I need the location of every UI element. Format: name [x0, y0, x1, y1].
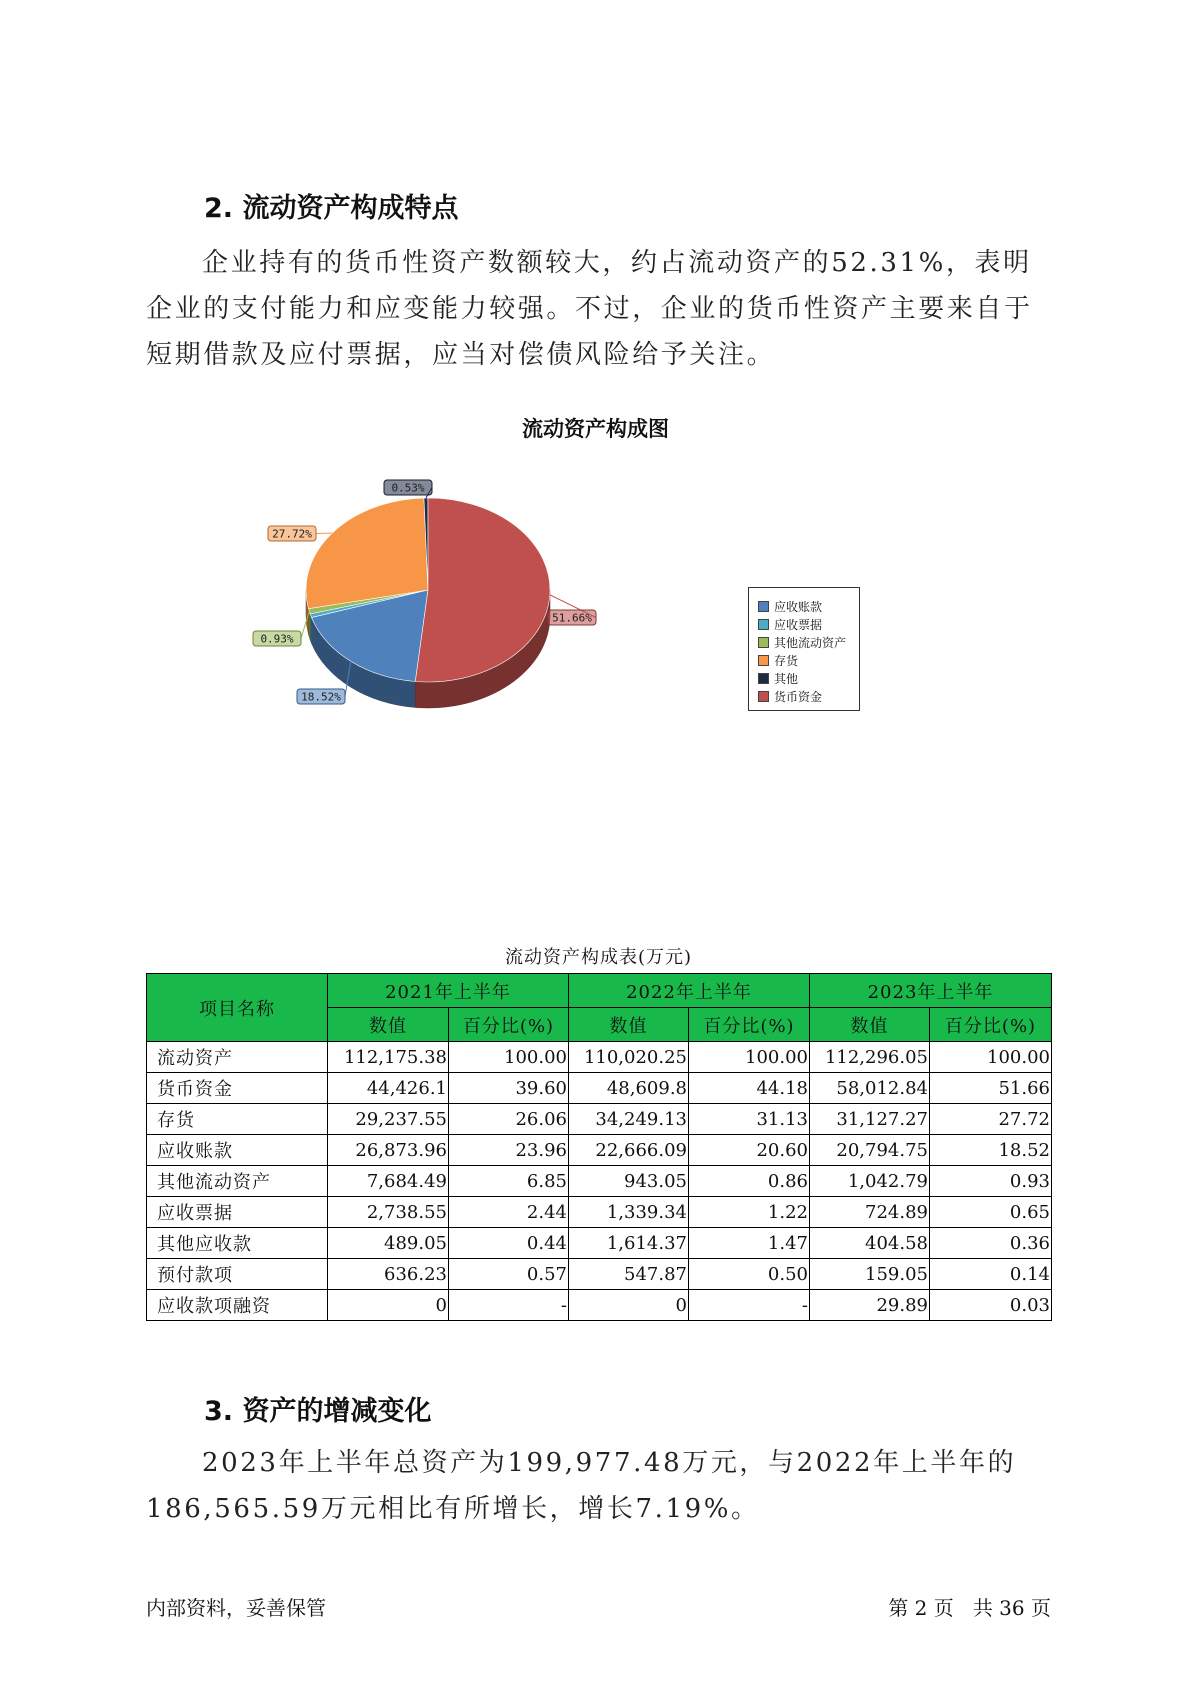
- percent-cell: 0.14: [930, 1259, 1052, 1290]
- legend-swatch: [758, 637, 769, 648]
- value-cell: 26,873.96: [328, 1135, 449, 1166]
- legend-label: 应收账款: [774, 599, 823, 614]
- header-value: 数值: [569, 1008, 689, 1042]
- header-period: 2022年上半年: [569, 974, 810, 1008]
- row-label: 货币资金: [147, 1073, 328, 1104]
- value-cell: 636.23: [328, 1259, 449, 1290]
- percent-cell: 0.44: [449, 1228, 569, 1259]
- paragraph-text: 2023年上半年总资产为199,977.48万元，与2022年上半年的186,565.59万元相比有所增长，增长7.19%。: [146, 1448, 1017, 1524]
- percent-cell: -: [449, 1290, 569, 1321]
- value-cell: 31,127.27: [810, 1104, 930, 1135]
- percent-cell: 2.44: [449, 1197, 569, 1228]
- row-label: 应收票据: [147, 1197, 328, 1228]
- percent-cell: 0.93: [930, 1166, 1052, 1197]
- header-item-name: 项目名称: [147, 974, 328, 1042]
- percent-cell: 0.86: [689, 1166, 810, 1197]
- table-caption: 流动资产构成表(万元): [504, 947, 693, 968]
- row-label: 其他流动资产: [147, 1166, 328, 1197]
- header-period: 2021年上半年: [328, 974, 569, 1008]
- section-heading-3: 3. 资产的增减变化: [204, 1396, 432, 1427]
- chart-legend: [748, 587, 860, 711]
- percent-cell: 44.18: [689, 1073, 810, 1104]
- percent-cell: 1.22: [689, 1197, 810, 1228]
- row-label: 流动资产: [147, 1042, 328, 1073]
- percent-cell: 1.47: [689, 1228, 810, 1259]
- data-label: 0.53%: [391, 481, 425, 495]
- value-cell: 2,738.55: [328, 1197, 449, 1228]
- header-period: 2023年上半年: [810, 974, 1052, 1008]
- data-label: 27.72%: [272, 527, 312, 541]
- legend-item: [758, 687, 859, 705]
- legend-item: [758, 669, 859, 687]
- legend-label: 存货: [774, 653, 799, 668]
- percent-cell: 20.60: [689, 1135, 810, 1166]
- table-row: [147, 1104, 1052, 1135]
- pie-slice: [306, 498, 428, 609]
- row-label: 应收账款: [147, 1135, 328, 1166]
- percent-cell: 23.96: [449, 1135, 569, 1166]
- section-heading-2: 2. 流动资产构成特点: [204, 193, 459, 224]
- value-cell: 7,684.49: [328, 1166, 449, 1197]
- legend-item: [758, 633, 859, 651]
- percent-cell: 0.50: [689, 1259, 810, 1290]
- percent-cell: 31.13: [689, 1104, 810, 1135]
- value-cell: 48,609.8: [569, 1073, 689, 1104]
- header-percent: 百分比(%): [689, 1008, 810, 1042]
- value-cell: 489.05: [328, 1228, 449, 1259]
- percent-cell: 0.36: [930, 1228, 1052, 1259]
- value-cell: 1,339.34: [569, 1197, 689, 1228]
- table-row: [147, 1166, 1052, 1197]
- table-row: [147, 1228, 1052, 1259]
- value-cell: 1,042.79: [810, 1166, 930, 1197]
- percent-cell: 51.66: [930, 1073, 1052, 1104]
- header-percent: 百分比(%): [930, 1008, 1052, 1042]
- legend-label: 其他流动资产: [774, 635, 847, 650]
- legend-swatch: [758, 619, 769, 630]
- legend-label: 其他: [774, 671, 799, 686]
- table-row: [147, 1135, 1052, 1166]
- percent-cell: 0.57: [449, 1259, 569, 1290]
- value-cell: 44,426.1: [328, 1073, 449, 1104]
- footer-confidential: 内部资料，妥善保管: [146, 1596, 326, 1620]
- table-row: [147, 1042, 1052, 1073]
- value-cell: 724.89: [810, 1197, 930, 1228]
- legend-swatch: [758, 655, 769, 666]
- value-cell: 112,175.38: [328, 1042, 449, 1073]
- value-cell: 943.05: [569, 1166, 689, 1197]
- percent-cell: 18.52: [930, 1135, 1052, 1166]
- percent-cell: 39.60: [449, 1073, 569, 1104]
- percent-cell: 26.06: [449, 1104, 569, 1135]
- value-cell: 110,020.25: [569, 1042, 689, 1073]
- percent-cell: 100.00: [689, 1042, 810, 1073]
- percent-cell: 0.65: [930, 1197, 1052, 1228]
- pie-chart: [0, 0, 1191, 760]
- value-cell: 34,249.13: [569, 1104, 689, 1135]
- legend-swatch: [758, 691, 769, 702]
- value-cell: 20,794.75: [810, 1135, 930, 1166]
- value-cell: 547.87: [569, 1259, 689, 1290]
- row-label: 应收款项融资: [147, 1290, 328, 1321]
- percent-cell: 100.00: [449, 1042, 569, 1073]
- table-row: [147, 1197, 1052, 1228]
- value-cell: 1,614.37: [569, 1228, 689, 1259]
- row-label: 存货: [147, 1104, 328, 1135]
- data-label: 51.66%: [552, 611, 592, 625]
- footer-page-number: 第 2 页 共 36 页: [888, 1596, 1051, 1620]
- value-cell: 58,012.84: [810, 1073, 930, 1104]
- table-row: [147, 1259, 1052, 1290]
- row-label: 其他应收款: [147, 1228, 328, 1259]
- value-cell: 159.05: [810, 1259, 930, 1290]
- value-cell: 0: [328, 1290, 449, 1321]
- row-label: 预付款项: [147, 1259, 328, 1290]
- legend-item: [758, 651, 859, 669]
- percent-cell: 0.03: [930, 1290, 1052, 1321]
- legend-swatch: [758, 601, 769, 612]
- current-assets-table: [146, 973, 1052, 1321]
- value-cell: 112,296.05: [810, 1042, 930, 1073]
- header-value: 数值: [810, 1008, 930, 1042]
- legend-label: 货币资金: [774, 689, 823, 704]
- legend-item: [758, 597, 859, 615]
- value-cell: 29.89: [810, 1290, 930, 1321]
- table-row: [147, 1073, 1052, 1104]
- legend-item: [758, 615, 859, 633]
- table-row: [147, 1290, 1052, 1321]
- percent-cell: 6.85: [449, 1166, 569, 1197]
- value-cell: 22,666.09: [569, 1135, 689, 1166]
- paragraph-text: 企业持有的货币性资产数额较大，约占流动资产的52.31%，表明企业的支付能力和应变能力较强。不过，企业的货币性资产主要来自于短期借款及应付票据，应当对偿债风险给予关注。: [146, 248, 1033, 370]
- legend-swatch: [758, 673, 769, 684]
- percent-cell: 27.72: [930, 1104, 1052, 1135]
- percent-cell: 100.00: [930, 1042, 1052, 1073]
- data-label: 0.93%: [260, 632, 294, 646]
- percent-cell: -: [689, 1290, 810, 1321]
- header-value: 数值: [328, 1008, 449, 1042]
- legend-label: 应收票据: [774, 617, 823, 632]
- header-percent: 百分比(%): [449, 1008, 569, 1042]
- value-cell: 404.58: [810, 1228, 930, 1259]
- data-label: 18.52%: [301, 690, 341, 704]
- value-cell: 29,237.55: [328, 1104, 449, 1135]
- section-paragraph-3: [146, 1440, 1051, 1532]
- chart-title: 流动资产构成图: [522, 417, 669, 441]
- value-cell: 0: [569, 1290, 689, 1321]
